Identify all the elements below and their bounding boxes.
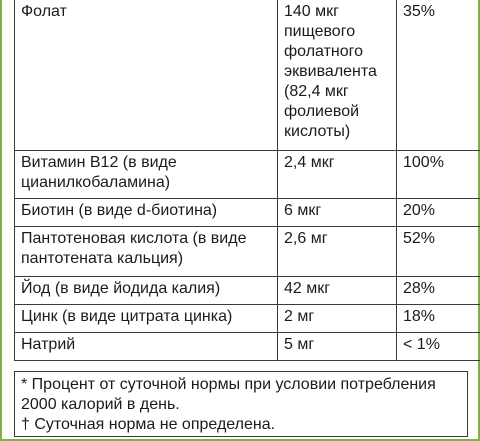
table-row [15, 304, 480, 332]
nutrient-amount: 2 мг [278, 304, 397, 332]
nutrient-amount: 42 мкг [278, 276, 397, 304]
nutrient-amount: 2,4 мкг [278, 150, 397, 198]
footnote-daily-value: * Процент от суточной нормы при условии потребления 2000 калорий в день. [21, 376, 436, 413]
table-row [15, 0, 480, 150]
nutrient-daily-value: 52% [397, 226, 480, 276]
table-row [15, 332, 480, 360]
nutrient-name: Цинк (в виде цитрата цинка) [15, 304, 278, 332]
nutrient-name: Пантотеновая кислота (в виде пантотената кальция) [15, 226, 278, 276]
nutrient-daily-value: 18% [397, 304, 480, 332]
nutrient-amount: 2,6 мг [278, 226, 397, 276]
nutrient-name: Фолат [15, 0, 278, 150]
table-row [15, 226, 480, 276]
footnotes [14, 371, 468, 437]
nutrient-amount: 5 мг [278, 332, 397, 360]
table-row [15, 150, 480, 198]
nutrient-daily-value: 100% [397, 150, 480, 198]
nutrient-daily-value: < 1% [397, 332, 480, 360]
nutrient-name: Биотин (в виде d-биотина) [15, 198, 278, 226]
table-row [15, 276, 480, 304]
nutrient-daily-value: 28% [397, 276, 480, 304]
nutrition-table [14, 0, 480, 361]
nutrient-amount: 6 мкг [278, 198, 397, 226]
nutrient-name: Натрий [15, 332, 278, 360]
table-row [15, 198, 480, 226]
nutrient-daily-value: 20% [397, 198, 480, 226]
nutrient-amount: 140 мкг пищевого фолатного эквивалента (82,4 мкг фолиевой кислоты) [278, 0, 397, 150]
footnote-not-established: † Суточная норма не определена. [21, 416, 276, 433]
nutrient-daily-value: 35% [397, 0, 480, 150]
nutrient-name: Витамин B12 (в виде цианилкобаламина) [15, 150, 278, 198]
nutrient-name: Йод (в виде йодида калия) [15, 276, 278, 304]
